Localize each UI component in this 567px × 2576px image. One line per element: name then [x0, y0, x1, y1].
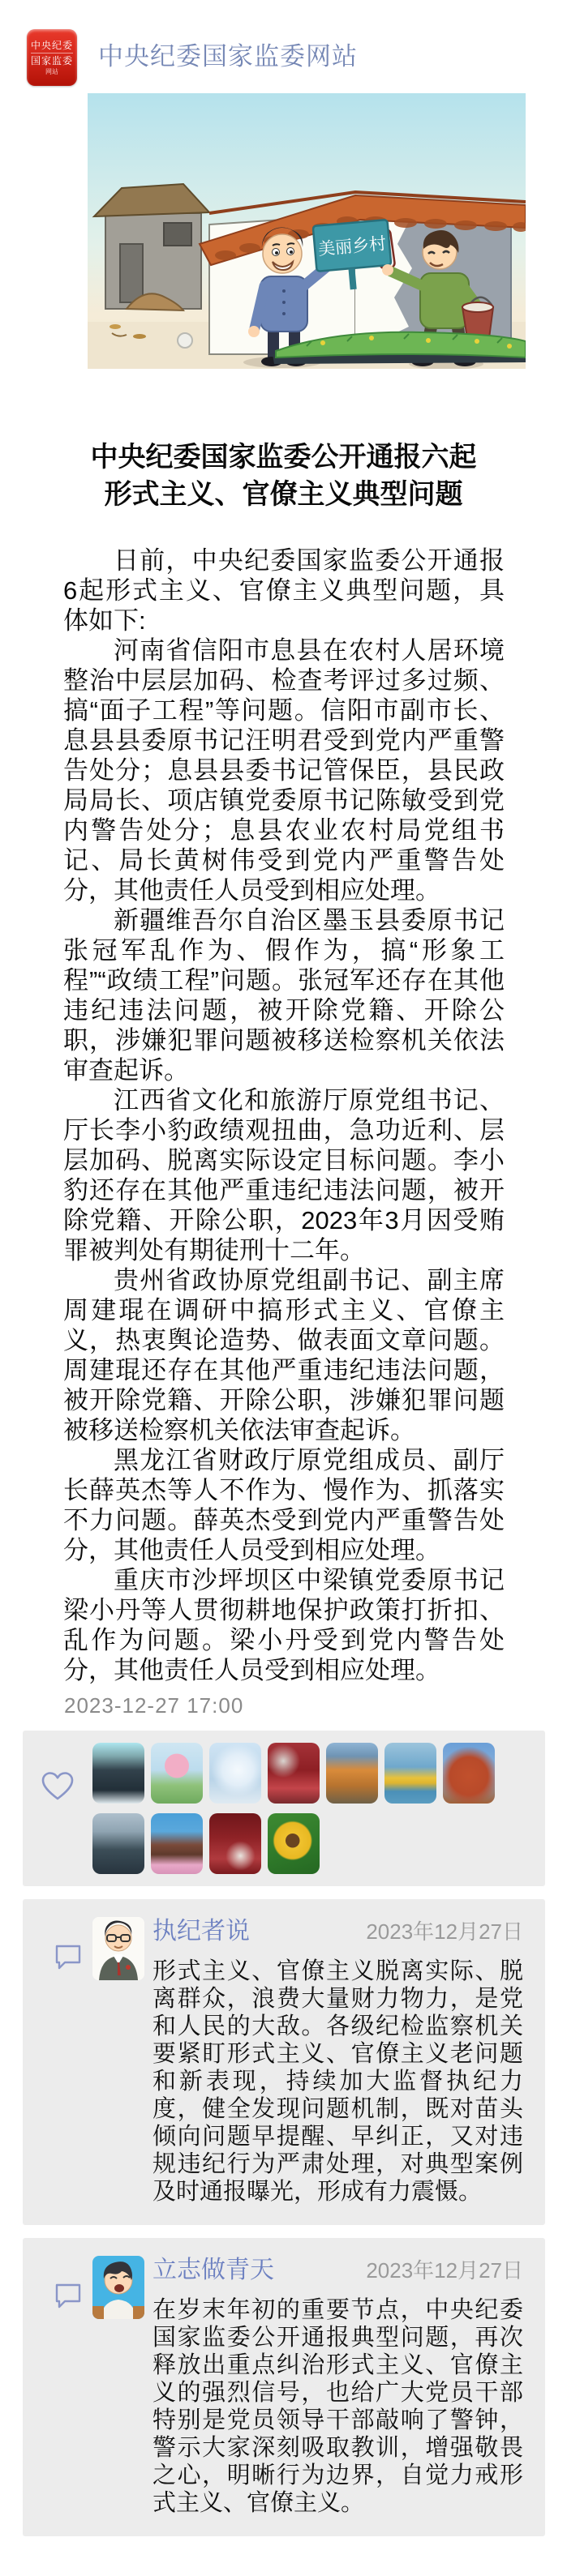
paint-bucket	[462, 297, 493, 338]
thumbnail-sunflower[interactable]	[268, 1813, 320, 1874]
paragraph: 江西省文化和旅游厅原党组书记、厅长李小豹政绩观扭曲，急功近利、层层加码、脱离实际设定目标问题。李小豹还存在其他严重违纪违法问题，被开除党籍、开除公职，2023年3月因受贿罪被判处有期徒刑十二年。	[63, 1086, 505, 1264]
paragraph: 贵州省政协原党组副书记、副主席周建琨在调研中搞形式主义、官僚主义，热衷舆论造势、做表面文章问题。周建琨还存在其他严重违纪违法问题，被开除党籍、开除公职，涉嫌犯罪问题被移送检察机关依法审查起诉。	[63, 1266, 505, 1444]
thumbnail-snowy-forest[interactable]	[92, 1743, 144, 1804]
comment-card	[23, 2238, 545, 2536]
comment-card	[23, 1899, 545, 2225]
comment-text: 形式主义、官僚主义脱离实际、脱离群众，浪费大量财力物力，是党和人民的大敌。各级纪检监察机关要紧盯形式主义、官僚主义老问题和新表现，持续加大监督执纪力度，健全发现问题机制，既对苗头倾向问题早提醒、早纠正，又对违规违纪行为严肃处理，对典型案例及时通报曝光，形成有力震慑。	[152, 1958, 523, 2205]
comment-bubble-icon	[54, 2282, 83, 2309]
avatar-commentator-2	[92, 2256, 144, 2319]
site-header	[0, 0, 567, 93]
paragraph: 河南省信阳市息县在农村人居环境整治中层层加码、检查考评过多过频、搞“面子工程”等问题。信阳市副市长、息县县委原书记汪明君受到党内严重警告处分；息县县委书记管保臣，县民政局局长、项店镇党委原书记陈敏受到党内警告处分；息县农业农村局党组书记、局长黄树伟受到党内严重警告处分，其他责任人员受到相应处理。	[63, 636, 505, 905]
paragraph: 重庆市沙坪坝区中梁镇党委原书记梁小丹等人贯彻耕地保护政策打折扣、乱作为问题。梁小丹受到党内警告处分，其他责任人员受到相应处理。	[63, 1566, 505, 1684]
comment-bubble-icon	[54, 1943, 83, 1971]
comment-author[interactable]: 执纪者说	[152, 1918, 250, 1945]
thumbnail-red-berries-snow[interactable]	[209, 1813, 261, 1874]
heart-icon[interactable]	[40, 1770, 75, 1803]
photo-thumbnails	[92, 1743, 545, 1874]
thumbnail-snowy-red-berries-street[interactable]	[268, 1743, 320, 1804]
thumbnail-red-autumn-tree[interactable]	[443, 1743, 495, 1804]
thumbnail-frosted-tree[interactable]	[209, 1743, 261, 1804]
comment-date: 2023年12月27日	[366, 2258, 523, 2283]
article-title-line1: 中央纪委国家监委公开通报六起	[90, 442, 477, 473]
thumbnail-lake-yellow-boat[interactable]	[384, 1743, 436, 1804]
thumbnail-temple-pink-blossoms[interactable]	[151, 1813, 203, 1874]
comment-author[interactable]: 立志做青天	[152, 2257, 274, 2283]
comment-text: 在岁末年初的重要节点，中央纪委国家监委公开通报典型问题，再次释放出重点纠治形式主义、官僚主义的强烈信号，也给广大党员干部特别是党员领导干部敲响了警钟，警示大家深刻吸取教训，增强敬畏之心，明晰行为边界，自觉力戒形式主义、官僚主义。	[152, 2297, 523, 2516]
site-name: 中央纪委国家监委网站	[98, 42, 358, 71]
cartoon-whitewash-illustration	[88, 93, 526, 369]
sign-text: 美丽乡村	[317, 234, 387, 259]
comment-date: 2023年12月27日	[366, 1919, 523, 1944]
article-body	[0, 546, 567, 1685]
logo-line: 国家监委	[31, 53, 73, 66]
paragraph: 黑龙江省财政厅原党组成员、副厅长薛英杰等人不作为、慢作为、抓落实不力问题。薛英杰受到党内严重警告处分，其他责任人员受到相应处理。	[63, 1446, 505, 1564]
thumbnail-pink-lotus[interactable]	[151, 1743, 203, 1804]
article-illustration	[88, 93, 526, 369]
site-logo-icon[interactable]	[27, 29, 77, 86]
thumbnail-autumn-valley[interactable]	[326, 1743, 378, 1804]
publish-time: 2023-12-27 17:00	[64, 1693, 244, 1718]
article-title-line2: 形式主义、官僚主义典型问题	[104, 479, 463, 510]
thumbnail-snow-mountain-forest[interactable]	[92, 1813, 144, 1874]
logo-line: 中央纪委	[30, 39, 73, 51]
like-panel	[23, 1731, 545, 1886]
logo-line: 网站	[45, 67, 58, 75]
paragraph: 日前，中央纪委国家监委公开通报6起形式主义、官僚主义典型问题，具体如下:	[63, 546, 505, 635]
paragraph: 新疆维吾尔自治区墨玉县委原书记张冠军乱作为、假作为，搞“形象工程”“政绩工程”问题。张冠军还存在其他违纪违法问题，被开除党籍、开除公职，涉嫌犯罪问题被移送检察机关依法审查起诉。	[63, 906, 505, 1085]
bottom-whitespace	[0, 2536, 567, 2576]
article-title	[0, 439, 567, 513]
avatar-commentator-1	[92, 1917, 144, 1980]
